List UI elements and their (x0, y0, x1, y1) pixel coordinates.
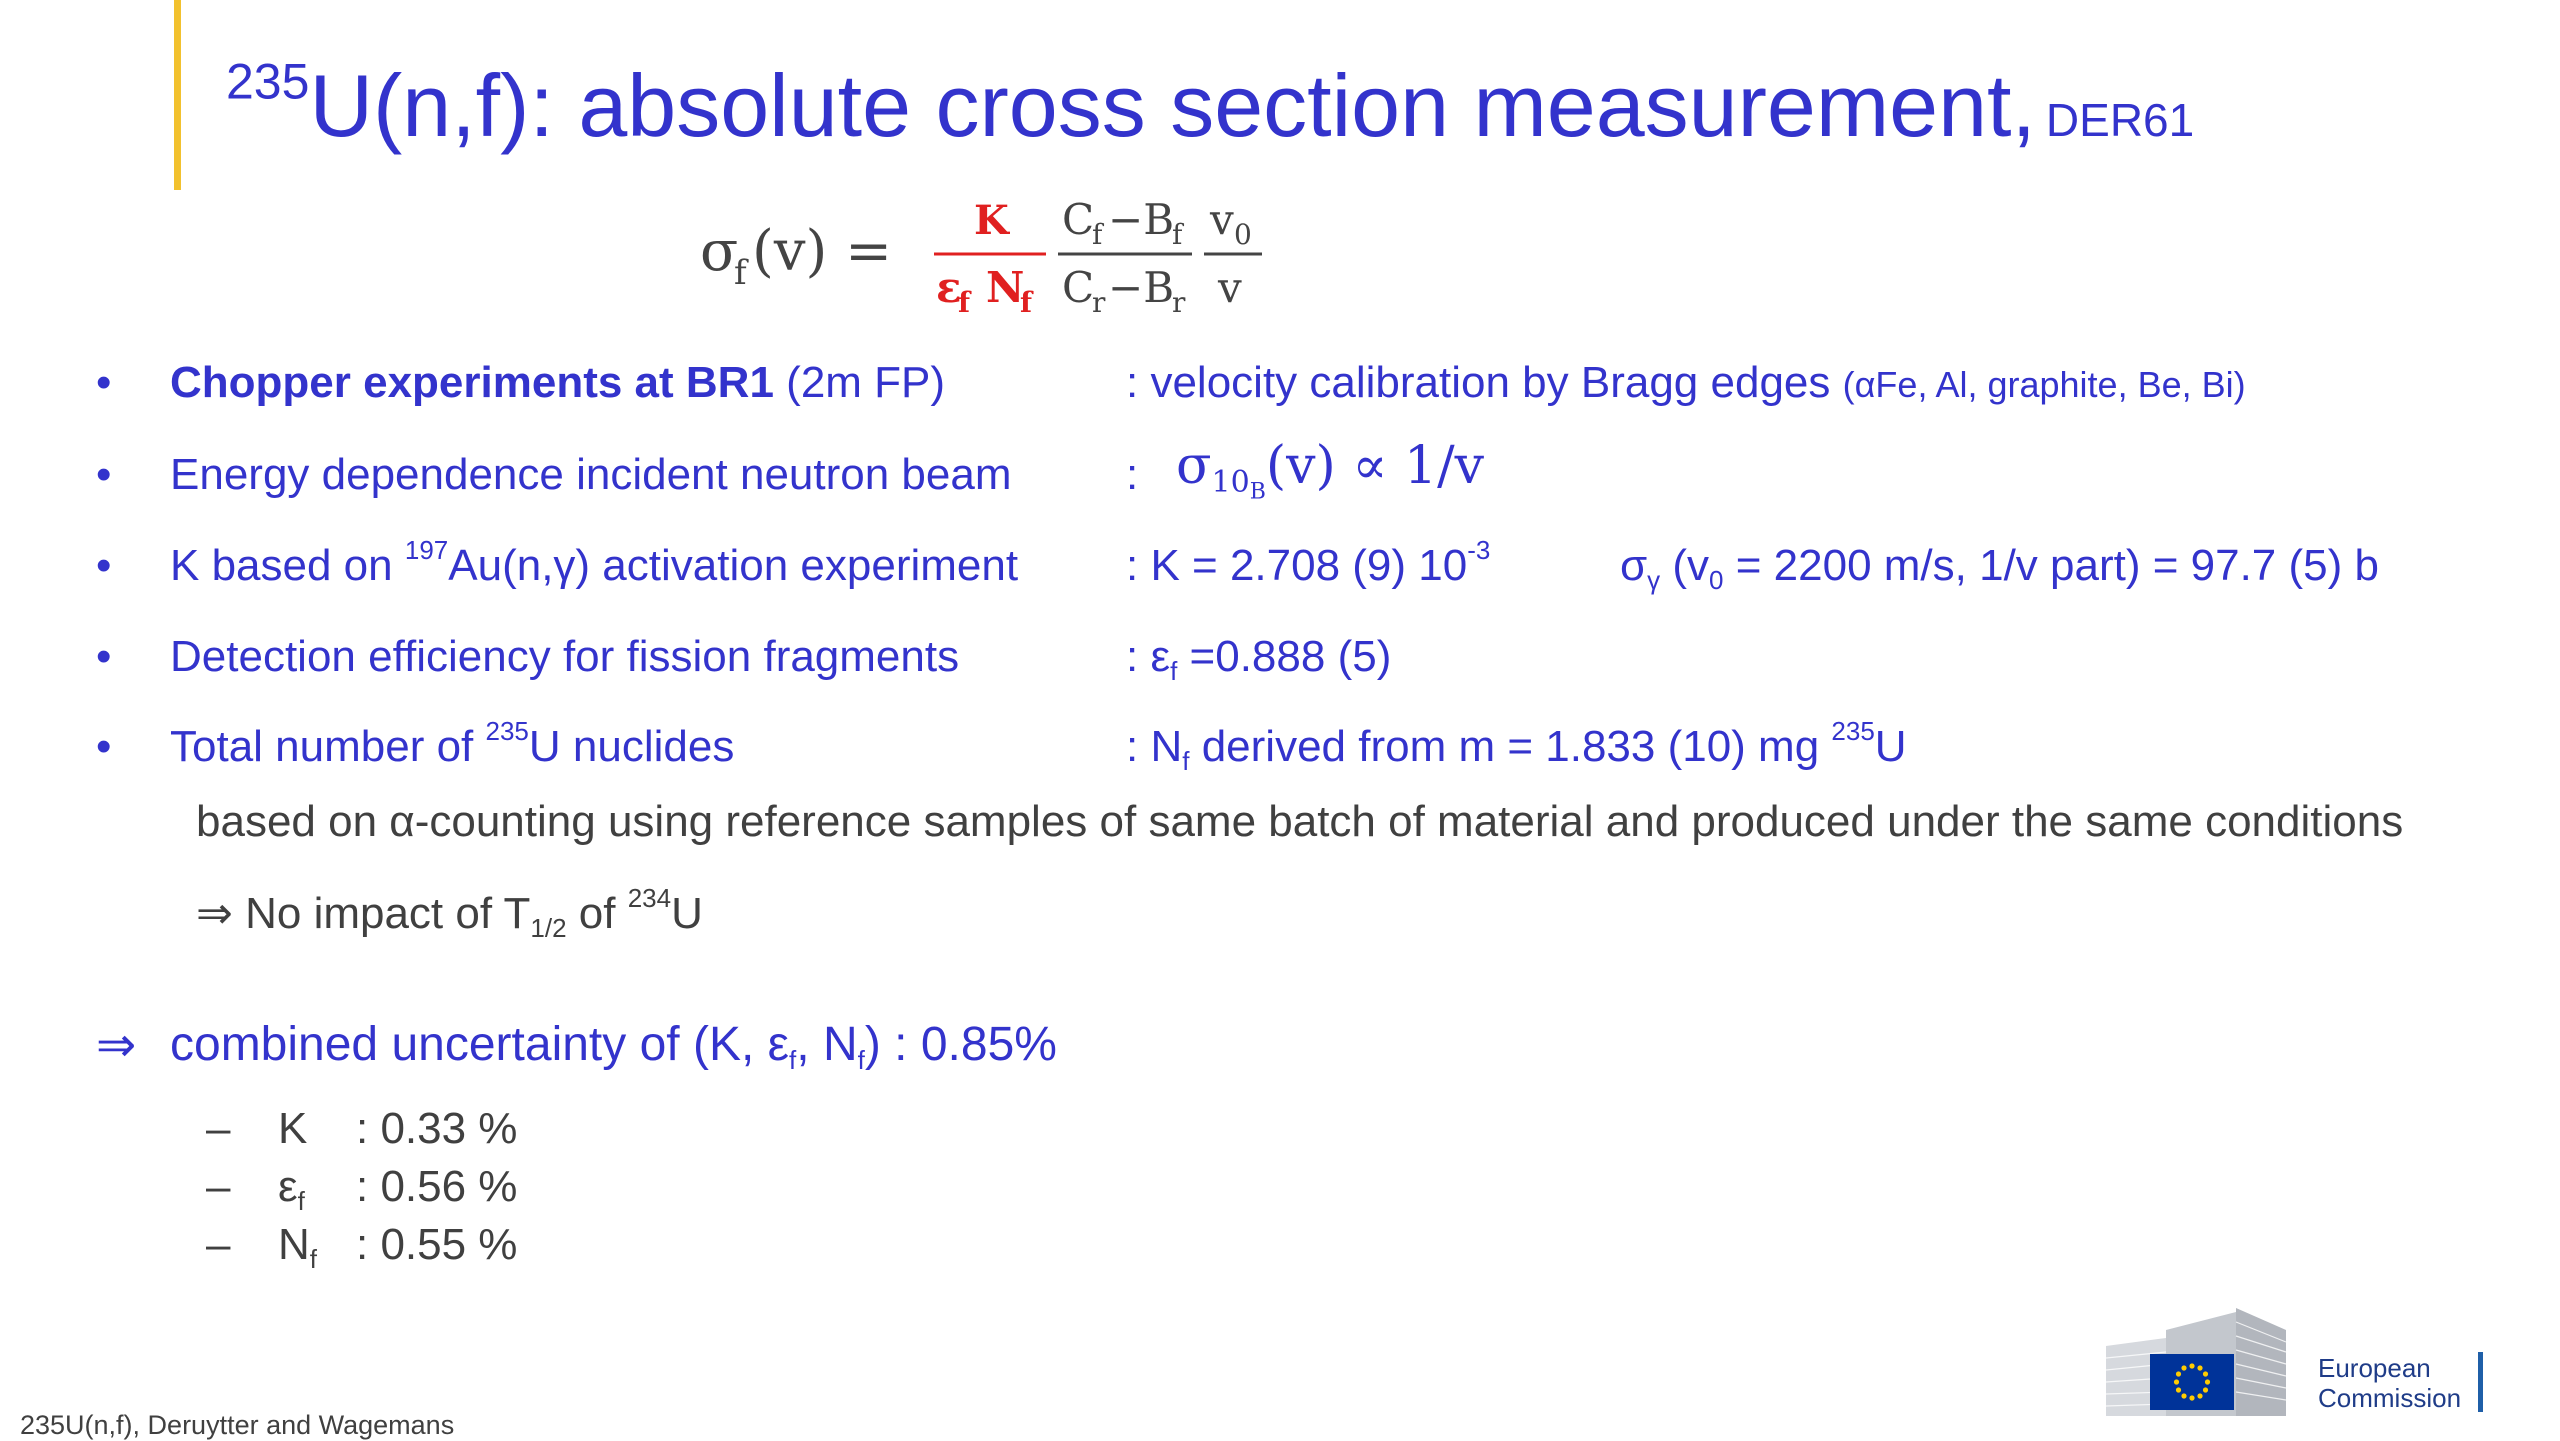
impact-sub: 1/2 (530, 913, 567, 944)
combined-pre: combined uncertainty of (K, ε (170, 1018, 790, 1071)
combined-sub2: f (857, 1045, 865, 1076)
formula-cf-sub: f (1092, 218, 1103, 251)
title-accent-bar (174, 0, 181, 190)
combined-arrow: ⇒ (96, 1019, 137, 1072)
formula-bf: −B (1108, 196, 1175, 244)
bullet-marker: • (96, 450, 112, 499)
bullet-chopper-value (1126, 358, 2246, 408)
bullet-chopper (170, 358, 945, 408)
bullet-marker: • (96, 358, 112, 407)
formula-br-sub: r (1172, 286, 1186, 319)
formula-epsilon: ε (936, 263, 962, 312)
component-value: : 0.55 % (356, 1220, 518, 1269)
formula-bf-sub: f (1172, 218, 1183, 251)
formula-v0: v (1210, 196, 1234, 244)
combined-post: ) : 0.85% (864, 1018, 1057, 1071)
component-name (278, 1104, 307, 1154)
slide-footer: 235U(n,f), Deruytter and Wagemans (20, 1410, 455, 1440)
impact-sup: 234 (627, 883, 672, 914)
alpha-counting-note: based on α-counting using reference samples of same batch of material and produced under the same conditions (196, 797, 2404, 846)
formula-sigma: σ (700, 219, 739, 284)
energy-sigma-sub: 10 (1211, 465, 1250, 500)
bullet-total-value (1126, 716, 1907, 777)
component-dash: – (206, 1162, 231, 1211)
component-n: N (278, 1220, 310, 1269)
bullet-total-number (170, 716, 735, 772)
combined-sub1: f (789, 1045, 797, 1076)
title-main: U(n,f): absolute cross section measurement, (309, 56, 2036, 155)
k-label-sup: 197 (404, 535, 449, 566)
formula-br: −B (1108, 263, 1175, 312)
bullet-k-activation (170, 535, 1019, 591)
sigma-gamma-mid: (v (1660, 541, 1710, 590)
energy-proportional: (v) ∝ 1/v (1265, 436, 1485, 496)
title-reference: DER61 (2045, 94, 2195, 146)
chopper-value-text: : velocity calibration by Bragg edges (1126, 358, 1843, 407)
k-value-pre: : K = 2.708 (9) 10 (1126, 541, 1468, 590)
energy-sigma: σ (1176, 436, 1212, 496)
bullet-detection: Detection efficiency for fission fragments (170, 632, 960, 681)
ec-logo-bar (2478, 1352, 2483, 1412)
eu-flag-icon (2150, 1354, 2234, 1410)
component-name (278, 1162, 305, 1217)
ec-logo-line1: European (2318, 1353, 2431, 1383)
total-label-pre: Total number of (170, 722, 486, 771)
component-n-sub: f (309, 1244, 318, 1275)
component-epsilon: ε (278, 1162, 298, 1211)
bullet-k-sigma-gamma (1620, 541, 2379, 596)
ec-logo-text (2318, 1354, 2461, 1414)
component-dash: – (206, 1220, 231, 1269)
chopper-value-small: (αFe, Al, graphite, Be, Bi) (1842, 364, 2246, 405)
energy-sigma-subsub: B (1249, 479, 1266, 505)
bullet-detection-value (1126, 632, 1392, 687)
k-value-sup: -3 (1467, 535, 1491, 566)
sigma-gamma: σ (1620, 541, 1648, 590)
formula-sigma-sub: f (734, 253, 747, 293)
bullet-energy-formula (1176, 436, 1485, 505)
k-label-pre: K based on (170, 541, 405, 590)
detection-value-post: =0.888 (5) (1177, 632, 1392, 681)
total-value-sup: 235 (1831, 716, 1875, 747)
bullet-energy-colon: : (1126, 450, 1139, 499)
slide-title (226, 53, 2195, 155)
formula-n: N (986, 263, 1025, 312)
total-value-mid: derived from m = 1.833 (10) mg (1189, 722, 1832, 771)
formula-k: K (974, 197, 1009, 244)
total-label-sup: 235 (485, 716, 529, 747)
detection-value-pre: : ε (1126, 632, 1171, 681)
formula-v0-sub: 0 (1234, 218, 1252, 251)
component-dash: – (206, 1104, 231, 1153)
k-label-post: Au(n,γ) activation experiment (448, 541, 1019, 590)
european-commission-logo (2106, 1308, 2306, 1418)
sigma-gamma-v0-sub: 0 (1709, 565, 1724, 596)
impact-post: U (671, 889, 703, 938)
bullet-energy: Energy dependence incident neutron beam (170, 450, 1012, 499)
formula-epsilon-sub: f (958, 286, 971, 319)
formula-cf: C (1062, 196, 1095, 244)
component-k: K (278, 1104, 308, 1153)
formula-lhs-arg: (v) = (752, 219, 893, 284)
sigma-gamma-sub: γ (1647, 565, 1661, 596)
formula-v: v (1218, 263, 1242, 312)
total-label-post: U nuclides (528, 722, 735, 771)
formula-cr-sub: r (1092, 286, 1106, 319)
total-value-sub: f (1182, 746, 1190, 777)
detection-value-sub: f (1170, 656, 1178, 687)
impact-pre: ⇒ No impact of T (196, 889, 531, 938)
total-value-post: U (1874, 722, 1907, 771)
cross-section-formula (700, 196, 1280, 326)
bullet-marker: • (96, 541, 112, 590)
component-value: : 0.33 % (356, 1104, 518, 1153)
formula-cr: C (1062, 263, 1095, 312)
impact-mid: of (566, 889, 628, 938)
component-epsilon-sub: f (297, 1186, 305, 1217)
ec-logo-line2: Commission (2318, 1382, 2462, 1413)
bullet-k-value (1126, 535, 1491, 591)
bullet-marker: • (96, 722, 112, 771)
bullet-chopper-bold: Chopper experiments at BR1 (170, 358, 774, 407)
combined-uncertainty (170, 1017, 1057, 1076)
title-superscript: 235 (226, 53, 310, 110)
no-impact-note (196, 883, 703, 944)
formula-n-sub: f (1020, 286, 1033, 319)
component-name (278, 1220, 318, 1275)
total-value-pre: : N (1126, 722, 1183, 771)
component-value: : 0.56 % (356, 1162, 518, 1211)
bullet-marker: • (96, 632, 112, 681)
combined-mid: , N (796, 1018, 858, 1071)
bullet-chopper-rest: (2m FP) (773, 358, 946, 407)
sigma-gamma-post: = 2200 m/s, 1/v part) = 97.7 (5) b (1723, 541, 2379, 590)
